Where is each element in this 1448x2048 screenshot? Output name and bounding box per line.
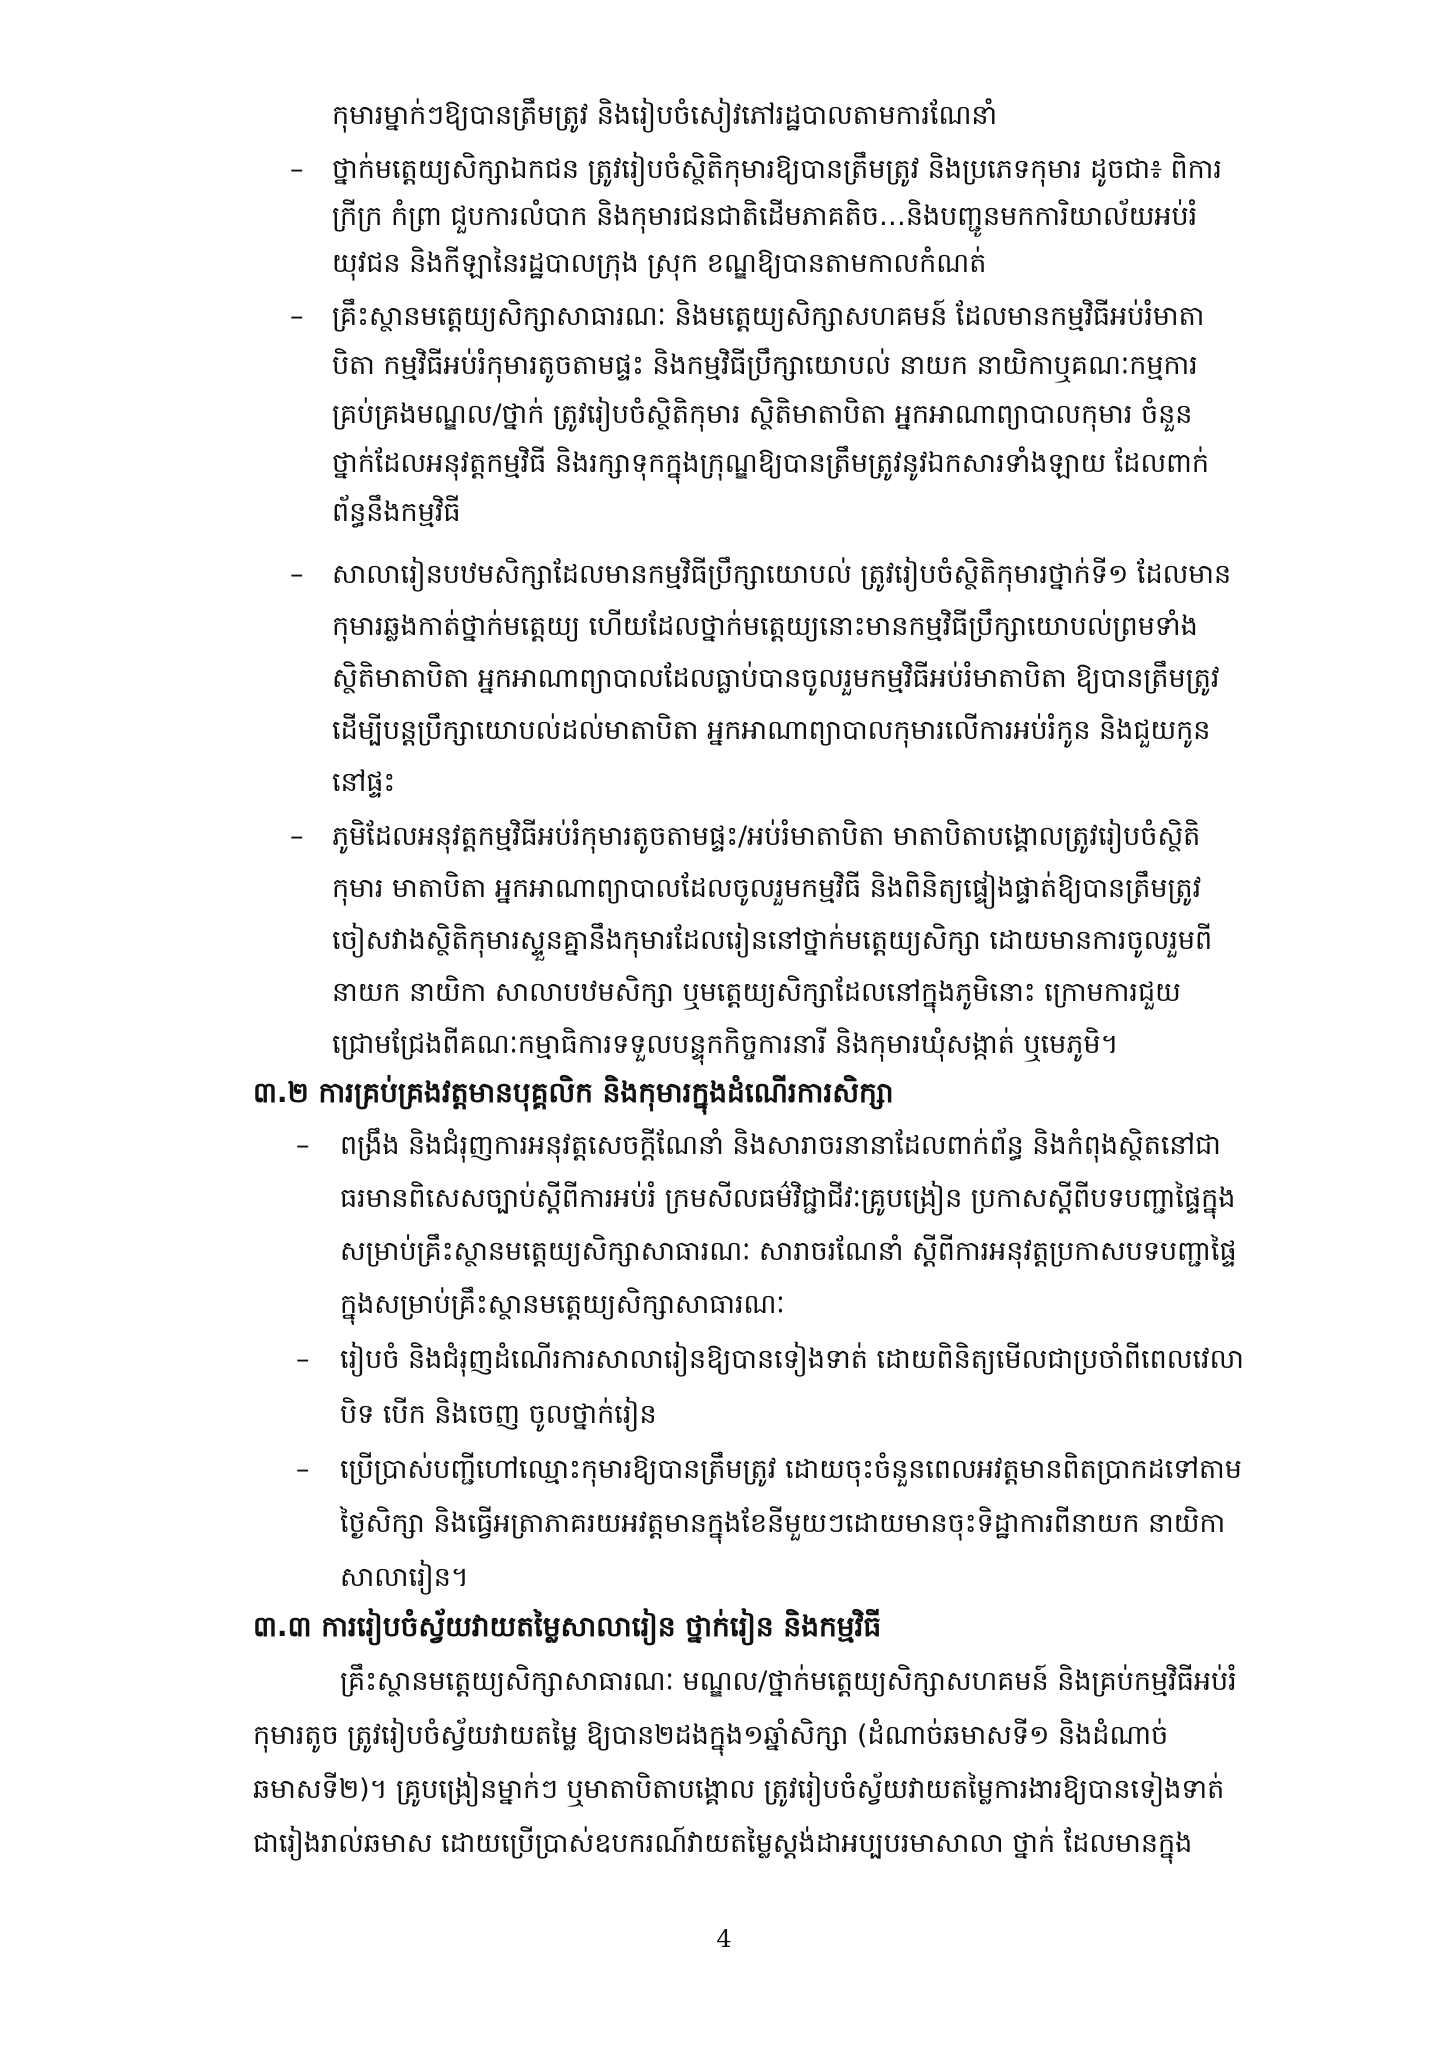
text-line: យុវជន និងកីឡានៃរដ្ឋបាលក្រុង ស្រុក ខណ្ឌឱ្យបានតាមកាលកំណត់ [332, 248, 987, 279]
text-line: ថ្នាក់មត្តេយ្យសិក្សាឯកជន ត្រូវរៀបចំស្ថិតិកុមារឱ្យបានត្រឹមត្រូវ និងប្រភេទកុមារ ដូចជា៖ ពិការ [332, 154, 1222, 185]
bullet-dash: – [296, 1454, 310, 1485]
text-line: សាលារៀន។ [340, 1562, 469, 1593]
text-line: កុមារតូច ត្រូវរៀបចំស្វ័យវាយតម្លៃ ឱ្យបាន២ដងក្នុង១ឆ្នាំសិក្សា (ដំណាច់ឆមាសទី១ និងដំណាច់ [253, 1720, 1169, 1751]
text-line: កុមារម្នាក់ៗឱ្យបានត្រឹមត្រូវ និងរៀបចំសៀវភៅរដ្ឋបាលតាមការណែនាំ [332, 100, 998, 131]
section-heading-3-3: ៣.៣ ការរៀបចំស្វ័យវាយតម្លៃសាលារៀន ថ្នាក់រៀន និងកម្មវិធី [253, 1610, 882, 1643]
bullet-dash: – [290, 559, 304, 590]
text-line: នៅផ្ទះ [332, 767, 396, 798]
text-line: បិតា កម្មវិធីអប់រំកុមារតូចតាមផ្ទះ និងកម្មវិធីប្រឹក្សាយោបល់ នាយក នាយិកាឬគណៈកម្មការ [332, 350, 1198, 381]
text-line: កុមារឆ្លងកាត់ថ្នាក់មត្តេយ្យ ហើយដែលថ្នាក់មត្តេយ្យនោះមានកម្មវិធីប្រឹក្សាយោបល់ព្រមទាំង [332, 611, 1198, 642]
text-line: គ្រឹះស្ថានមត្តេយ្យសិក្សាសាធារណៈ មណ្ឌល/ថ្នាក់មត្តេយ្យសិក្សាសហគមន៍ និងគ្រប់កម្មវិធីអប់រំ [340, 1666, 1237, 1697]
bullet-dash: – [290, 301, 304, 332]
text-line: ភូមិដែលអនុវត្តកម្មវិធីអប់រំកុមារតូចតាមផ្ទះ/អប់រំមាតាបិតា មាតាបិតាបង្គោលត្រូវរៀបចំស្ថិតិ [332, 821, 1201, 852]
bullet-dash: – [296, 1344, 310, 1375]
text-line: ព័ន្ធនឹងកម្មវិធី [332, 497, 461, 528]
text-line: ថ្នាក់ដែលអនុវត្តកម្មវិធី និងរក្សាទុកក្នុងក្រុណ្ឌឱ្យបានត្រឹមត្រូវនូវឯកសារទាំងឡាយ ដែលពាក់ [332, 448, 1209, 479]
text-line: ក្រីក្រ កំព្រា ជួបការលំបាក និងកុមារជនជាតិដើមភាគតិច…និងបញ្ជូនមកការិយាល័យអប់រំ [332, 201, 1198, 232]
bullet-dash: – [290, 821, 304, 852]
text-line: នាយក នាយិកា សាលាបឋមសិក្សា ឬមត្តេយ្យសិក្សាដែលនៅក្នុងភូមិនោះ ក្រោមការជួយ [332, 977, 1181, 1008]
text-line: ស្ថិតិមាតាបិតា អ្នកអាណាព្យាបាលដែលធ្លាប់បានចូលរួមកម្មវិធីអប់រំមាតាបិតា ឱ្យបានត្រឹមត្រូវ [332, 663, 1220, 694]
section-heading-3-2: ៣.២ ការគ្រប់គ្រងវត្តមានបុគ្គលិក និងកុមារក្នុងដំណើរការសិក្សា [253, 1076, 894, 1109]
text-line: សាលារៀនបឋមសិក្សាដែលមានកម្មវិធីប្រឹក្សាយោបល់ ត្រូវរៀបចំស្ថិតិកុមារថ្នាក់ទី១ ដែលមាន [332, 559, 1232, 590]
text-line: ជារៀងរាល់ឆមាស ដោយប្រើប្រាស់ឧបករណ៍វាយតម្លៃស្តង់ដាអប្បបរមាសាលា ថ្នាក់ ដែលមានក្នុង [253, 1828, 1193, 1859]
text-line: ចៀសវាងស្ថិតិកុមារស្ទួនគ្នានឹងកុមារដែលរៀននៅថ្នាក់មត្តេយ្យសិក្សា ដោយមានការចូលរួមពី [332, 925, 1213, 956]
text-line: ពង្រឹង និងជំរុញការអនុវត្តសេចក្តីណែនាំ និងសារាចរនានាដែលពាក់ព័ន្ធ និងកំពុងស្ថិតនៅជា [340, 1130, 1221, 1161]
text-line: ជ្រោមជ្រែងពីគណៈកម្មាធិការទទួលបន្ទុកកិច្ចការនារី និងកុមារឃុំសង្កាត់ ឬមេភូមិ។ [332, 1029, 1119, 1060]
text-line: ធរមានពិសេសច្បាប់ស្តីពីការអប់រំ ក្រមសីលធម៌វិជ្ជាជីវៈគ្រូបង្រៀន ប្រកាសស្តីពីបទបញ្ជាផ្ទៃក្នុង [340, 1183, 1236, 1214]
bullet-dash: – [290, 154, 304, 185]
text-line: កុមារ មាតាបិតា អ្នកអាណាព្យាបាលដែលចូលរួមកម្មវិធី និងពិនិត្យផ្ទៀងផ្ទាត់ឱ្យបានត្រឹមត្រូវ [332, 873, 1202, 904]
text-line: ដើម្បីបន្តប្រឹក្សាយោបល់ដល់មាតាបិតា អ្នកអាណាព្យាបាលកុមារលើការអប់រំកូន និងជួយកូន [332, 715, 1211, 746]
text-line: ប្រើប្រាស់បញ្ជីហៅឈ្មោះកុមារឱ្យបានត្រឹមត្រូវ ដោយចុះចំនួនពេលអវត្តមានពិតប្រាកដទៅតាម [340, 1454, 1242, 1485]
text-line: បិទ បើក និងចេញ ចូលថ្នាក់រៀន [340, 1399, 657, 1430]
text-line: គ្រឹះស្ថានមត្តេយ្យសិក្សាសាធារណៈ និងមត្តេយ្យសិក្សាសហគមន៍ ដែលមានកម្មវិធីអប់រំមាតា [332, 301, 1205, 332]
text-line: រៀបចំ និងជំរុញដំណើរការសាលារៀនឱ្យបានទៀងទាត់ ដោយពិនិត្យមើលជាប្រចាំពីពេលវេលា [340, 1344, 1244, 1375]
text-line: ក្នុងសម្រាប់គ្រឹះស្ថានមត្តេយ្យសិក្សាសាធារណៈ [340, 1289, 785, 1320]
text-line: ឆមាសទី២)។ គ្រូបង្រៀនម្នាក់ៗ ឬមាតាបិតាបង្គោល ត្រូវរៀបចំស្វ័យវាយតម្លៃការងារឱ្យបានទៀងទាត់ [253, 1774, 1225, 1805]
bullet-dash: – [296, 1130, 310, 1161]
page-number: 4 [716, 1925, 732, 1953]
text-line: ថ្ងៃសិក្សា និងធ្វើអត្រាភាគរយអវត្តមានក្នុងខែនីមួយៗដោយមានចុះទិដ្ឋាការពីនាយក នាយិកា [340, 1508, 1226, 1539]
text-line: សម្រាប់គ្រឹះស្ថានមត្តេយ្យសិក្សាសាធារណៈ សារាចរណែនាំ ស្តីពីការអនុវត្តប្រកាសបទបញ្ជាផ្ទៃ [340, 1236, 1237, 1267]
text-line: គ្រប់គ្រងមណ្ឌល/ថ្នាក់ ត្រូវរៀបចំស្ថិតិកុមារ ស្ថិតិមាតាបិតា អ្នកអាណាព្យាបាលកុមារ ចំនួន [332, 399, 1193, 430]
